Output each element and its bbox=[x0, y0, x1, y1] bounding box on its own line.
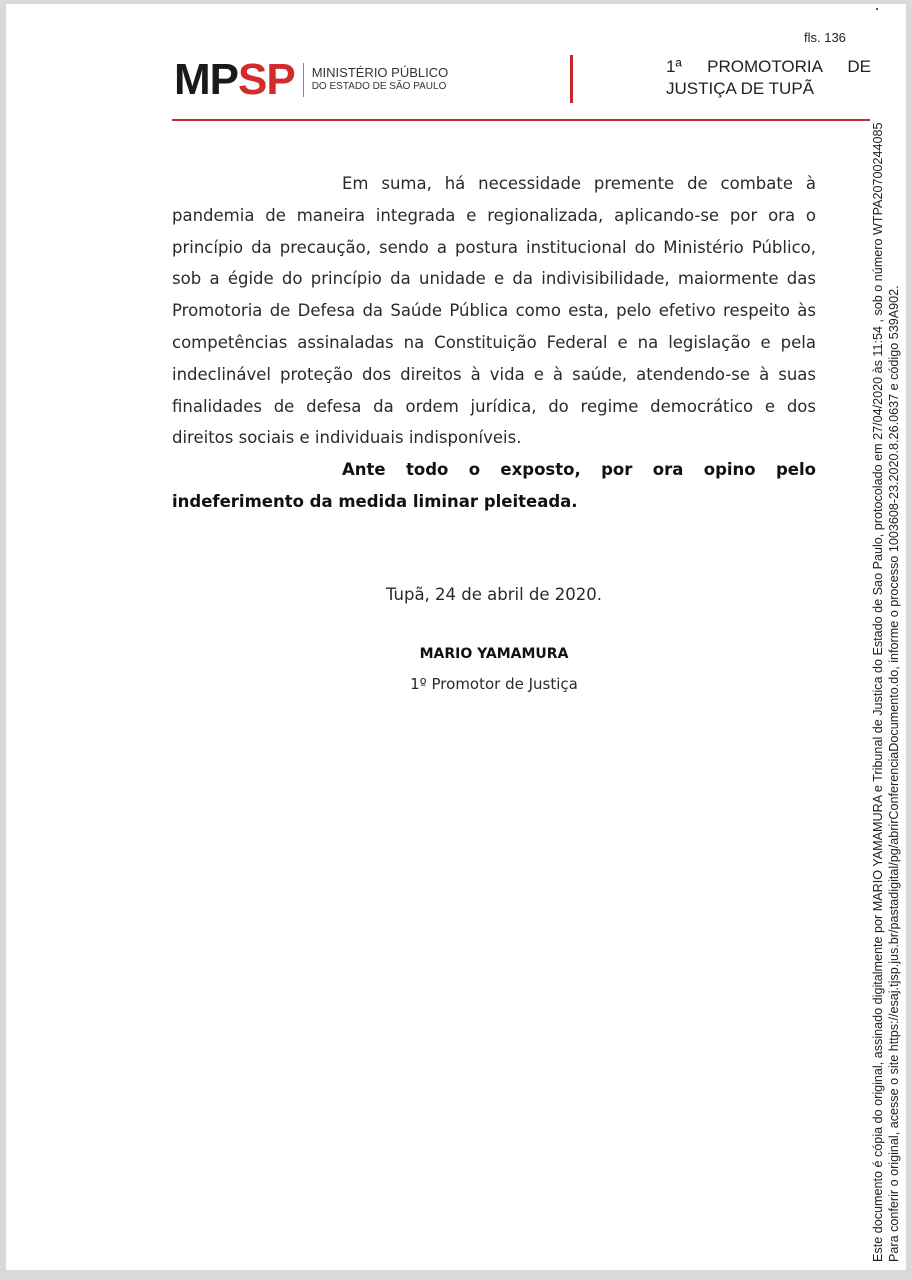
signer-role: 1º Promotor de Justiça bbox=[410, 675, 578, 693]
signer-name: MARIO YAMAMURA bbox=[419, 646, 569, 662]
digital-signature-note bbox=[870, 32, 902, 1262]
scan-mark bbox=[876, 8, 878, 10]
logo-mp: MP bbox=[174, 55, 238, 104]
header-rule bbox=[172, 119, 870, 121]
side-note-line2: Para conferir o original, acesse o site https://esaj.tjsp.jus.br/pastadigital/pg/abrirConferenciaDocumento.do, informe o processo 1003608-23.2020.8.26.0637 e código 539A902. bbox=[887, 285, 901, 1262]
mpsp-logo bbox=[174, 55, 449, 104]
logo-mark bbox=[174, 55, 295, 104]
logo-line2: DO ESTADO DE SÃO PAULO bbox=[311, 81, 447, 92]
logo-text bbox=[312, 66, 449, 94]
promotoria-line2: JUSTIÇA DE TUPÃ bbox=[666, 79, 814, 98]
logo-line1: MINISTÉRIO PÚBLICO bbox=[311, 65, 449, 80]
date-line: Tupã, 24 de abril de 2020. bbox=[385, 585, 603, 604]
document-body bbox=[172, 168, 816, 518]
logo-divider bbox=[303, 63, 304, 97]
side-note-line1: Este documento é cópia do original, assinado digitalmente por MARIO YAMAMURA e Tribunal de Justica do Estado de Sao Paulo, protocolado em 27/04/2020 às 11:54 , sob o número WTPA20700244085 bbox=[871, 122, 885, 1262]
promotoria-heading bbox=[666, 56, 871, 100]
page-number: fls. 136 bbox=[804, 30, 846, 45]
body-paragraph-2: Ante todo o exposto, por ora opino pelo indeferimento da medida liminar pleiteada. bbox=[172, 460, 816, 511]
header-vertical-divider bbox=[570, 55, 573, 103]
promotoria-line1: 1ª PROMOTORIA DE bbox=[666, 57, 871, 76]
body-paragraph-1: Em suma, há necessidade premente de combate à pandemia de maneira integrada e regionalizada, aplicando-se por ora o princípio da precaução, sendo a postura institucional do Ministério Público, sob a égide do princípio da unidade e da indivisibilidade, maiormente das Promotoria de Defesa da Saúde Pública como esta, pelo efetivo respeito às competências assinaladas na Constituição Federal e na legislação e pela indeclinável proteção dos direitos à vida e à saúde, atendendo-se à suas finalidades de defesa da ordem jurídica, do regime democrático e dos direitos sociais e individuais indisponíveis. bbox=[172, 174, 816, 448]
logo-sp: SP bbox=[238, 55, 295, 104]
